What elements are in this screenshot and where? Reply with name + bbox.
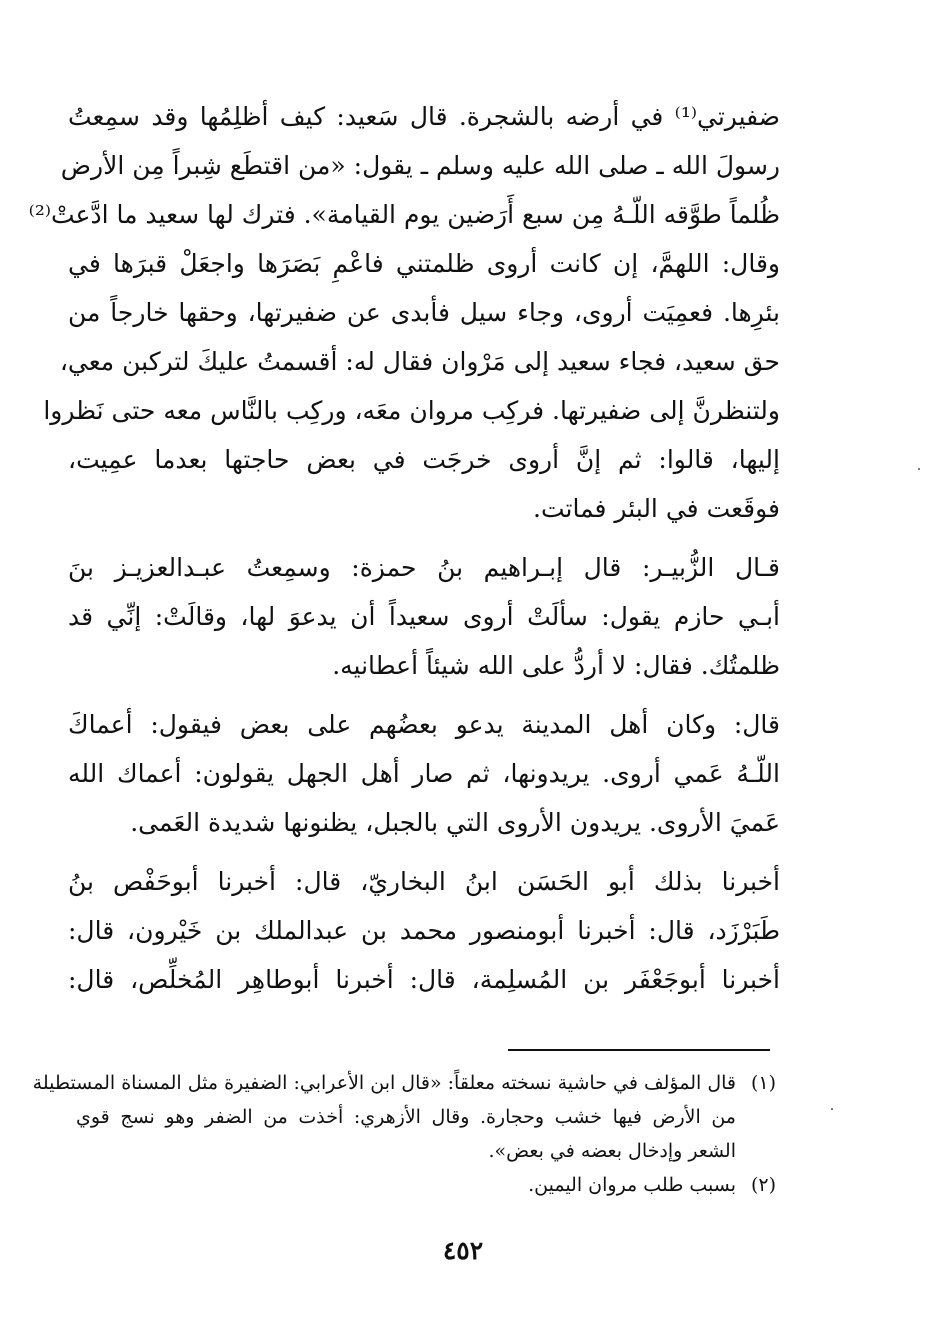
- footnote-text: بسبب طلب مروان اليمين.: [528, 1174, 736, 1196]
- text-line: أبـي حازم يقول: سألَتْ أروى سعيداً أن يدعوَ لها، وقالَتْ: إنِّي قد: [68, 602, 780, 631]
- text-line: فوقَعت في البئر فماتت.: [533, 494, 780, 523]
- text-line: طَبَرْزَد، قال: أخبرنا أبومنصور محمد بن عبدالملك بن خَيْرون، قال:: [68, 916, 780, 945]
- footnote-line: من الأرض فيها خشب وحجارة. وقال الأزهري: أخذت من الضفر وهو نسج قوي: [76, 1106, 736, 1128]
- text-line: بئرِها. فعمِيَت أروى، وجاء سيل فأبدى عن ضفيرتها، وحقها خارجاً من: [68, 298, 780, 327]
- text-line: ظلمتُك. فقال: لا أردُّ على الله شيئاً أعطانيه.: [332, 651, 780, 680]
- text-line: اللّـهُ عَمي أروى. يريدونها، ثم صار أهل الجهل يقولون: أعماك الله: [68, 759, 780, 788]
- footnote-1: [32, 1066, 776, 1168]
- footnote-line: الشعر وإدخال بعضه في بعض».: [488, 1140, 736, 1162]
- text-line: قـال الزُّبيـر: قال إبـراهيم بنُ حمزة: وسمِعتُ عبـدالعزيـز بنَ: [68, 553, 780, 582]
- paragraph-1: [28, 92, 780, 533]
- main-text-body: [28, 92, 780, 1004]
- paragraph-spacer: [68, 847, 780, 857]
- text-line: إليها، قالوا: ثم إنَّ أروى خرجَت في بعض حاجتها بعدما عمِيت،: [68, 445, 780, 474]
- text-line: عَميَ الأروى. يريدون الأروى التي بالجبل، يظنونها شديدة العَمى.: [130, 808, 780, 837]
- text-line: ظُلماً طوَّقه اللّـهُ مِن سبع أَرَضين يوم القيامة». فترك لها سعيد ما ادَّعتْ⁽²⁾: [28, 200, 780, 229]
- text-line: ضفيرتي⁽¹⁾ في أرضه بالشجرة. قال سَعيد: كيف أظلِمُها وقد سمِعتُ: [68, 102, 780, 131]
- scan-speck: [831, 1108, 833, 1110]
- paragraph-spacer: [68, 533, 780, 543]
- footnote-line: [32, 1066, 776, 1100]
- text-line: حق سعيد، فجاء سعيد إلى مَرْوان فقال له: أقسمتُ عليكَ لتركبن معي،: [59, 347, 780, 376]
- text-line: وقال: اللهمَّ، إن كانت أروى ظلمتني فاعْمِ بَصَرَها واجعَلْ قبرَها في: [68, 249, 780, 278]
- paragraph-2: [68, 543, 780, 690]
- text-line: أخبرنا بذلك أبو الحَسَن ابنُ البخاريّ، قال: أخبرنا أبوحَفْص بنُ: [68, 867, 780, 896]
- footnote-2: [76, 1168, 776, 1202]
- footnote-text: قال المؤلف في حاشية نسخته معلقاً: «قال ابن الأعرابي: الضفيرة مثل المسناة المستطيلة: [32, 1072, 736, 1094]
- text-line: رسولَ الله ـ صلى الله عليه وسلم ـ يقول: «من اقتطَع شِبراً مِن الأرض: [60, 151, 780, 180]
- page-number: ٤٥٢: [442, 1236, 484, 1265]
- paragraph-spacer: [68, 690, 780, 700]
- text-line: ولتنظرنَّ إلى ضفيرتها. فركِب مروان معَه، وركِب بالنَّاس معه حتى نَظروا: [43, 396, 780, 425]
- footnotes-section: [32, 1066, 776, 1202]
- scan-speck: [918, 468, 920, 470]
- paragraph-3: [68, 700, 780, 847]
- footnote-marker: (٢): [750, 1174, 776, 1196]
- paragraph-4: [68, 857, 780, 1004]
- text-line: أخبرنا أبوجَعْفَر بن المُسلِمة، قال: أخبرنا أبوطاهِر المُخلِّص، قال:: [68, 965, 780, 994]
- footnote-separator: [508, 1049, 770, 1051]
- footnote-line: [76, 1168, 776, 1202]
- footnote-marker: (١): [750, 1072, 776, 1094]
- text-line: قال: وكان أهل المدينة يدعو بعضُهم على بعض فيقول: أعماكَ: [68, 710, 780, 739]
